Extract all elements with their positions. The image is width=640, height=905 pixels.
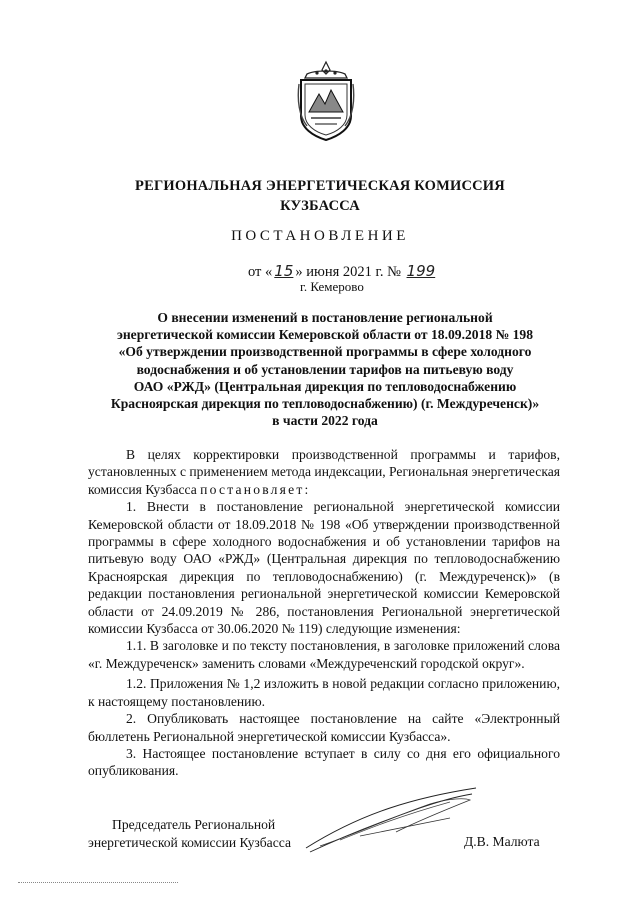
kuzbass-coat-of-arms-icon: [297, 60, 355, 142]
paragraph-1: 1. Внести в постановление региональной энергетической комиссии Кемеровской области от 18.09.2018 № 198 «Об утверждении производственной программы в сфере холодного водоснабжения и об установлении тарифов на питьевую воду ОАО «РЖД» (Центральная дирекция по тепловодоснабжению Красноярская дирекция по тепловодоснабжению) (г. Междуреченск)» (в редакции постановления региональной энергетической комиссии Кемеровской области от 24.09.2019 № 286, постановления Региональной энергетической комиссии Кузбасса от 30.06.2020 № 119) следующие изменения:: [88, 499, 560, 637]
signer-position-line2: энергетической комиссии Кузбасса: [88, 835, 291, 850]
title-line: Красноярская дирекция по тепловодоснабжению) (г. Междуреченск)»: [110, 396, 540, 412]
title-line: О внесении изменений в постановление региональной: [157, 310, 493, 325]
scan-artifact-line: [18, 882, 178, 883]
decree-word: постановляет:: [200, 481, 311, 497]
paragraph-3: 3. Настоящее постановление вступает в силу со дня его официального опубликования.: [88, 745, 560, 779]
title-line: ОАО «РЖД» (Центральная дирекция по тепловодоснабжению: [133, 378, 517, 394]
title-line: «Об утверждении производственной программы в сфере холодного: [118, 344, 532, 360]
date-prefix: от «: [248, 264, 273, 280]
date-day: 15: [274, 262, 294, 280]
signer-position-line1: Председатель Региональной: [112, 817, 276, 832]
signer-name: Д.В. Малюта: [464, 834, 540, 849]
intro-text: В целях корректировки производственной программы и тарифов, установленных с применением метода индексации, Региональная энергетическая комиссия Кузбасса: [88, 447, 560, 497]
intro-paragraph: [88, 446, 560, 498]
paragraph-1-2: 1.2. Приложения № 1,2 изложить в новой редакции согласно приложению, к настоящему постановлению.: [88, 676, 560, 709]
title-line: в части 2022 года: [272, 413, 378, 429]
paragraph-1-1: 1.1. В заголовке и по тексту постановления, в заголовке приложений слова «г. Междуреченск» заменить словами «Междуреченский городской округ».: [88, 638, 560, 671]
date-middle: » июня 2021 г. №: [295, 264, 401, 280]
document-number: 199: [406, 262, 436, 280]
handwritten-signature: [300, 778, 480, 858]
title-line: энергетической комиссии Кемеровской области от 18.09.2018 № 198: [116, 327, 534, 343]
document-type: ПОСТАНОВЛЕНИЕ: [231, 228, 409, 244]
signer-position: [88, 816, 291, 852]
agency-name-line2: КУЗБАССА: [280, 198, 360, 214]
agency-name-line1: РЕГИОНАЛЬНАЯ ЭНЕРГЕТИЧЕСКАЯ КОМИССИЯ: [135, 178, 505, 194]
document-body: [88, 446, 560, 780]
city: г. Кемерово: [300, 279, 364, 294]
paragraph-2: 2. Опубликовать настоящее постановление на сайте «Электронный бюллетень Региональной энергетической комиссии Кузбасса».: [88, 711, 560, 744]
document-title: [70, 309, 580, 429]
title-line: водоснабжения и об установлении тарифов на питьевую воду: [136, 361, 514, 377]
